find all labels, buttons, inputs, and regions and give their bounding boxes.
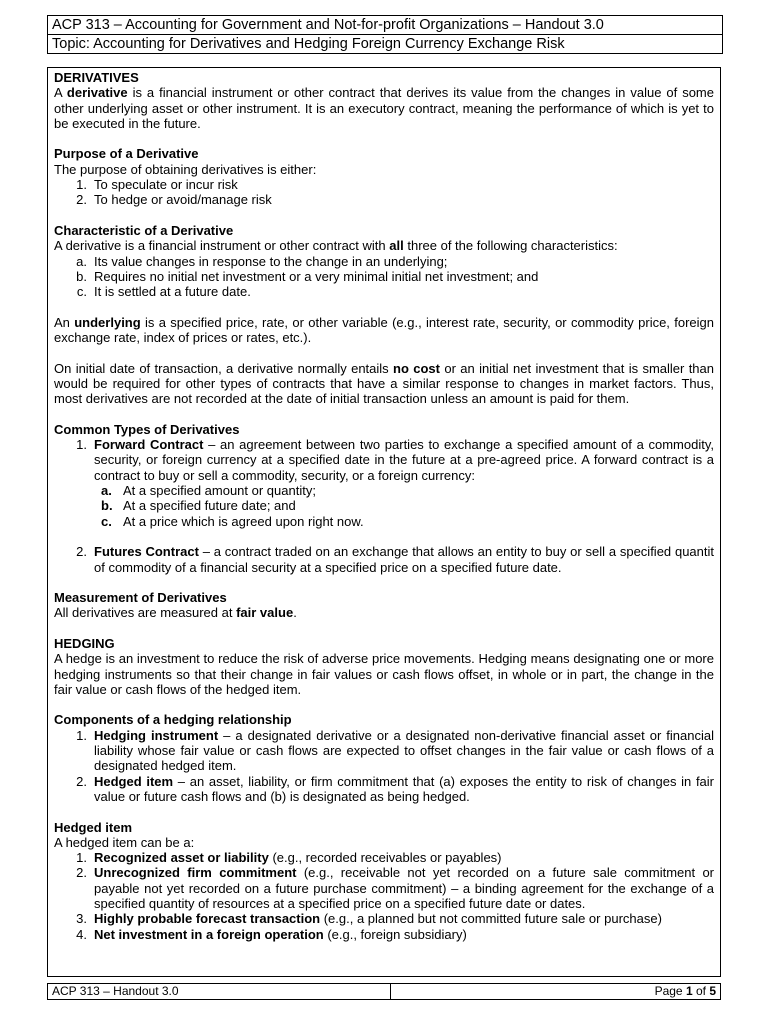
purpose-intro: The purpose of obtaining derivatives is either: — [54, 161, 317, 177]
components-heading: Components of a hedging relationship — [54, 712, 292, 728]
sub-list-item — [54, 483, 714, 498]
text-fragment: three of the following characteristics: — [403, 238, 618, 254]
emphasis: all — [389, 238, 404, 254]
term-derivative: derivative — [66, 85, 128, 101]
item-text — [94, 911, 714, 926]
hedging-definition: A hedge is an investment to reduce the risk of adverse price movements. Hedging means designating one or more hedging instruments so that their change in fair values or cash flows offset, in whole or in part, the change in the fair value or cash flows of the hedged item. — [54, 651, 714, 697]
item-number: 1. — [76, 177, 87, 193]
list-item — [54, 911, 714, 926]
item-text: At a specified future date; and — [123, 498, 296, 514]
text-fragment: . — [293, 605, 297, 621]
item-text: Its value changes in response to the change in an underlying; — [94, 253, 448, 269]
text-fragment: (e.g., recorded receivables or payables) — [268, 850, 502, 866]
derivative-definition — [54, 85, 714, 131]
underlying-definition — [54, 315, 714, 346]
item-letter: c. — [76, 284, 87, 300]
term: Hedging instrument — [94, 727, 219, 743]
item-letter: c. — [101, 513, 112, 529]
measurement-text — [54, 605, 714, 620]
list-item — [54, 192, 714, 207]
term: Recognized asset or liability — [94, 850, 269, 866]
text-fragment: All derivatives are measured at — [54, 605, 237, 621]
item-text — [94, 927, 714, 942]
characteristic-intro — [54, 238, 714, 253]
current-page: 1 — [685, 984, 693, 998]
term: Unrecognized firm commitment — [94, 865, 297, 881]
item-text — [94, 774, 714, 805]
text-fragment: or an initial net investment that is smaller than would be required for other types of contracts that have a similar response to changes in market factors. Thus, most derivatives are not recorded at the date of initial transaction unless an amount is paid for them. — [54, 360, 714, 407]
item-text: To hedge or avoid/manage risk — [94, 192, 272, 208]
term: Hedged item — [94, 773, 174, 789]
list-item — [54, 254, 714, 269]
item-text — [94, 865, 714, 911]
course-title: ACP 313 – Accounting for Government and Not-for-profit Organizations – Handout 3.0 — [52, 17, 604, 33]
text-fragment: Page — [654, 984, 686, 998]
characteristic-heading: Characteristic of a Derivative — [54, 222, 234, 238]
item-letter: a. — [101, 483, 112, 499]
emphasis: no cost — [393, 360, 440, 376]
list-item-futures-contract — [54, 544, 714, 575]
initial-recognition-paragraph — [54, 361, 714, 407]
term-forward-contract: Forward Contract — [94, 437, 204, 453]
hedging-heading: HEDGING — [54, 635, 115, 651]
item-number: 2. — [76, 544, 87, 560]
handout-header — [47, 15, 723, 54]
item-text: At a price which is agreed upon right now. — [123, 513, 364, 529]
text-fragment: is a specified price, rate, or other variable (e.g., interest rate, security, or commodity price, foreign exchange rate, index of prices or rates, etc.). — [54, 314, 714, 346]
list-item — [54, 927, 714, 942]
text-fragment: of — [692, 984, 710, 998]
types-heading: Common Types of Derivatives — [54, 421, 240, 437]
sub-list-item — [54, 514, 714, 529]
item-text: It is settled at a future date. — [94, 284, 251, 300]
hedged-item-intro: A hedged item can be a: — [54, 834, 195, 850]
term-underlying: underlying — [74, 314, 141, 330]
item-number: 1. — [76, 437, 87, 453]
item-body — [94, 437, 714, 483]
list-item — [54, 284, 714, 299]
item-number: 2. — [76, 865, 87, 881]
text-fragment: – a designated derivative or a designated non-derivative financial asset or financial liability whose fair value or cash flows are expected to offset changes in the fair value or cash flows of a designated hedged item. — [94, 727, 714, 774]
topic-title: Topic: Accounting for Derivatives and Hedging Foreign Currency Exchange Risk — [48, 34, 722, 53]
text-fragment: (e.g., a planned but not committed future sale or purchase) — [320, 911, 662, 927]
list-item — [54, 269, 714, 284]
item-text — [94, 544, 714, 575]
emphasis: fair value — [236, 605, 294, 621]
list-item — [54, 177, 714, 192]
hedged-item-heading: Hedged item — [54, 819, 133, 835]
item-text: Requires no initial net investment or a very minimal initial net investment; and — [94, 268, 539, 284]
text-fragment: – a contract traded on an exchange that allows an entity to buy or sell a specified quantit of commodity of a financial security at a specified price on a specified future date. — [94, 544, 714, 575]
item-number: 2. — [76, 773, 87, 789]
text-fragment: – an asset, liability, or firm commitment that (a) exposes the entity to risk of changes in fair value or future cash flows and (b) is designated as being hedged. — [94, 773, 715, 804]
list-item — [54, 865, 714, 911]
item-number: 2. — [76, 192, 87, 208]
text-fragment: A — [54, 85, 67, 101]
page-number — [391, 984, 720, 999]
item-number: 1. — [76, 727, 87, 743]
text-fragment: (e.g., receivable not yet recorded on a future sale commitment or payable not yet recorded on a future purchase commitment) – a binding agreement for the exchange of a specified quantity of resources at a specified price on a specified future date or dates. — [94, 865, 714, 912]
item-text — [94, 850, 714, 865]
list-item — [54, 850, 714, 865]
item-text — [94, 728, 714, 774]
item-number: 1. — [76, 850, 87, 866]
item-number: 4. — [76, 926, 87, 942]
derivatives-heading: DERIVATIVES — [54, 70, 139, 85]
item-text — [94, 437, 714, 483]
text-fragment: is a financial instrument or other contract that derives its value from the changes in value of some other underlying asset or other instrument. It is an executory contract, meaning the performance of which is yet to be executed in the future. — [54, 85, 714, 131]
list-item — [54, 774, 714, 805]
term: Highly probable forecast transaction — [94, 911, 321, 927]
list-item-forward-contract — [54, 437, 714, 483]
purpose-heading: Purpose of a Derivative — [54, 146, 199, 162]
text-fragment: (e.g., foreign subsidiary) — [323, 926, 467, 942]
text-fragment: – an agreement between two parties to exchange a specified amount of a commodity, security, or foreign currency at a specified date in the future at a pre-agreed price. A forward contract is a contract to buy or sell a commodity, security, or a foreign currency: — [94, 437, 714, 483]
item-text: At a specified amount or quantity; — [123, 483, 316, 499]
term: Net investment in a foreign operation — [94, 926, 324, 942]
term-futures-contract: Futures Contract — [94, 544, 199, 560]
content-box — [47, 67, 721, 977]
text-fragment: An — [54, 314, 75, 330]
footer-handout-label: ACP 313 – Handout 3.0 — [48, 984, 391, 999]
measurement-heading: Measurement of Derivatives — [54, 590, 227, 606]
text-fragment: A derivative is a financial instrument or other contract with — [54, 238, 390, 254]
item-text: To speculate or incur risk — [94, 177, 238, 193]
sub-list-item — [54, 498, 714, 513]
page-footer — [47, 983, 721, 1000]
item-letter: b. — [76, 268, 87, 284]
item-letter: b. — [101, 498, 113, 514]
list-item — [54, 728, 714, 774]
item-number: 3. — [76, 911, 87, 927]
item-letter: a. — [76, 253, 87, 269]
text-fragment: On initial date of transaction, a derivative normally entails — [54, 360, 394, 376]
total-pages: 5 — [709, 984, 716, 998]
